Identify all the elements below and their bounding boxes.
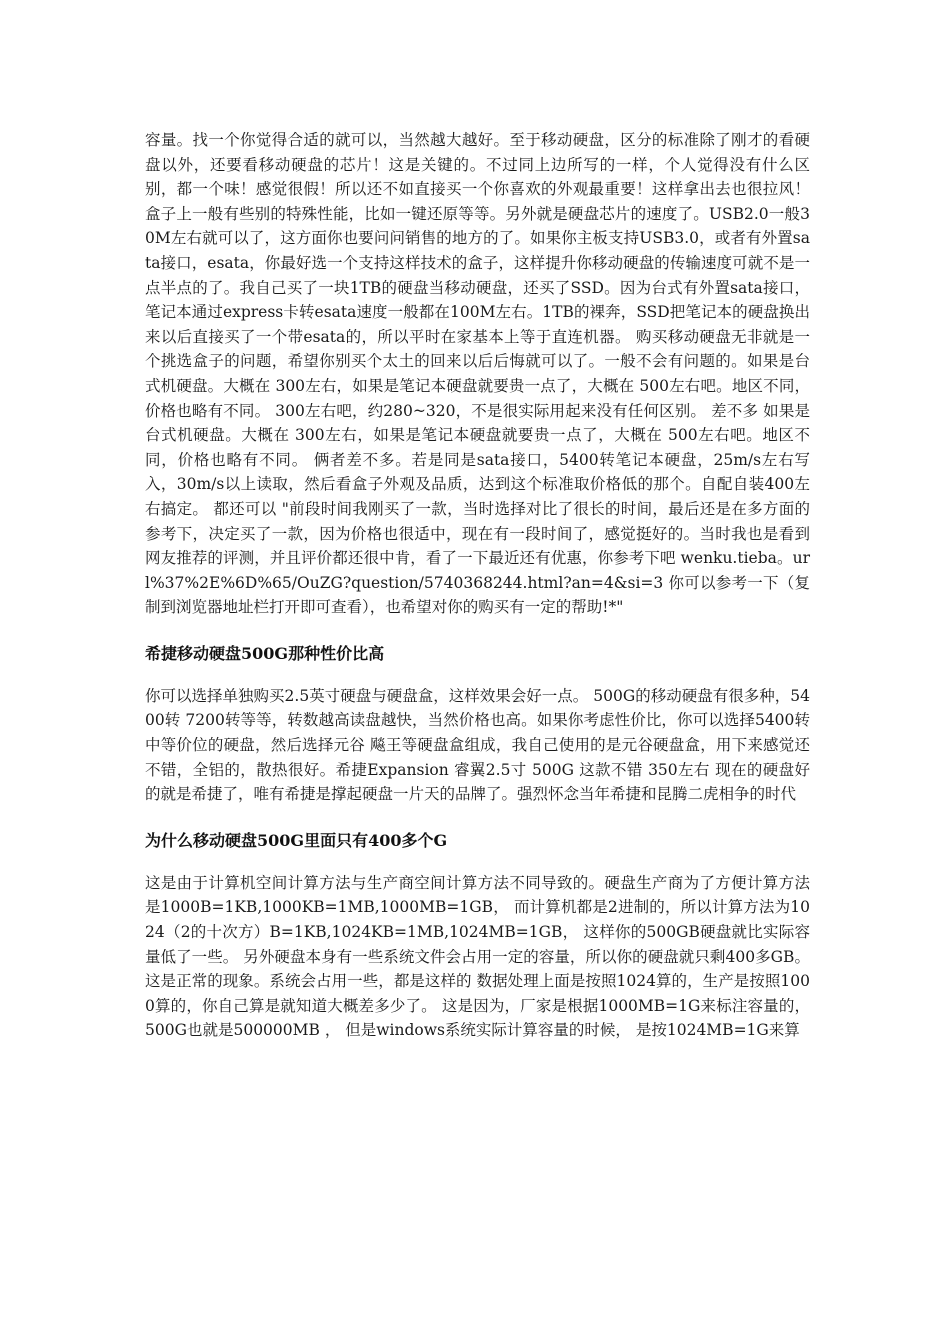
section-body-capacity-400g: 这是由于计算机空间计算方法与生产商空间计算方法不同导致的。硬盘生产商为了方便计算方法是1000B=1KB,1000KB=1MB,1000MB=1GB， 而计算机都是2进制的，所以计算方法为1024（2的十次方）B=1KB,1024KB=1MB,1024MB=1GB， 这样你的500GB硬盘就比实际容量低了一些。 另外硬盘本身有一些系统文件会占用一定的容量，所以你的硬盘就只剩400多GB。这是正常的现象。系统会占用一些，都是这样的 数据处理上面是按照1024算的，生产是按照1000算的，你自己算是就知道大概差多少了。 这是因为，厂家是根据1000MB=1G来标注容量的，500G也就是500000MB ， 但是windows系统实际计算容量的时候， 是按1024MB=1G来算 [145, 873, 810, 1040]
section-heading-seagate-500g: 希捷移动硬盘500G那种性价比高 [145, 643, 385, 663]
section-body-seagate-500g: 你可以选择单独购买2.5英寸硬盘与硬盘盒，这样效果会好一点。 500G的移动硬盘有很多种，5400转 7200转等等，转数越高读盘越快，当然价格也高。如果你考虑性价比，你可以选择5400转中等价位的硬盘，然后选择元谷 飚王等硬盘盒组成，我自己使用的是元谷硬盘盒，用下来感觉还不错，全铝的，散热很好。希捷Expansion 睿翼2.5寸 500G 这款不错 350左右 现在的硬盘好的就是希捷了，唯有希捷是撑起硬盘一片天的品牌了。强烈怀念当年希捷和昆腾二虎相争的时代 [145, 686, 810, 804]
intro-paragraph: 容量。找一个你觉得合适的就可以，当然越大越好。至于移动硬盘，区分的标准除了刚才的看硬盘以外，还要看移动硬盘的芯片！这是关键的。不过同上边所写的一样，个人觉得没有什么区别，都一个味！感觉很假！所以还不如直接买一个你喜欢的外观最重要！这样拿出去也很拉风！ 盒子上一般有些别的特殊性能，比如一键还原等等。另外就是硬盘芯片的速度了。USB2.0一般30M左右就可以了，这方面你也要问问销售的地方的了。如果你主板支持USB3.0，或者有外置sata接口，esata，你最好选一个支持这样技术的盒子，这样提升你移动硬盘的传输速度可就不是一点半点的了。我自己买了一块1TB的硬盘当移动硬盘，还买了SSD。因为台式有外置sata接口，笔记本通过express卡转esata速度一般都在100M左右。1TB的裸奔，SSD把笔记本的硬盘换出来以后直接买了一个带esata的，所以平时在家基本上等于直连机器。 购买移动硬盘无非就是一个挑选盒子的问题，希望你别买个太土的回来以后后悔就可以了。一般不会有问题的。如果是台式机硬盘。大概在 300左右，如果是笔记本硬盘就要贵一点了，大概在 500左右吧。地区不同，价格也略有不同。 300左右吧，约280~320，不是很实际用起来没有任何区别。 差不多 如果是台式机硬盘。大概在 300左右，如果是笔记本硬盘就要贵一点了，大概在 500左右吧。地区不同，价格也略有不同。 俩者差不多。若是同是sata接口，5400转笔记本硬盘，25m/s左右写入，30m/s以上读取，然后看盒子外观及品质，达到这个标准取价格低的那个。自配自装400左右搞定。 都还可以 "前段时间我刚买了一款，当时选择对比了很长的时间，最后还是在多方面的参考下，决定买了一款，因为价格也很适中，现在有一段时间了，感觉挺好的。当时我也是看到网友推荐的评测，并且评价都还很中肯，看了一下最近还有优惠，你参考下吧 wenku.tieba。url%37%2E%6D%65/OuZG?question/5740368244.html?an=4&si=3 你可以参考一下（复制到浏览器地址栏打开即可查看），也希望对你的购买有一定的帮助!*" [145, 131, 810, 617]
section-heading-capacity-400g: 为什么移动硬盘500G里面只有400多个G [145, 830, 448, 850]
document-page [145, 128, 810, 1043]
